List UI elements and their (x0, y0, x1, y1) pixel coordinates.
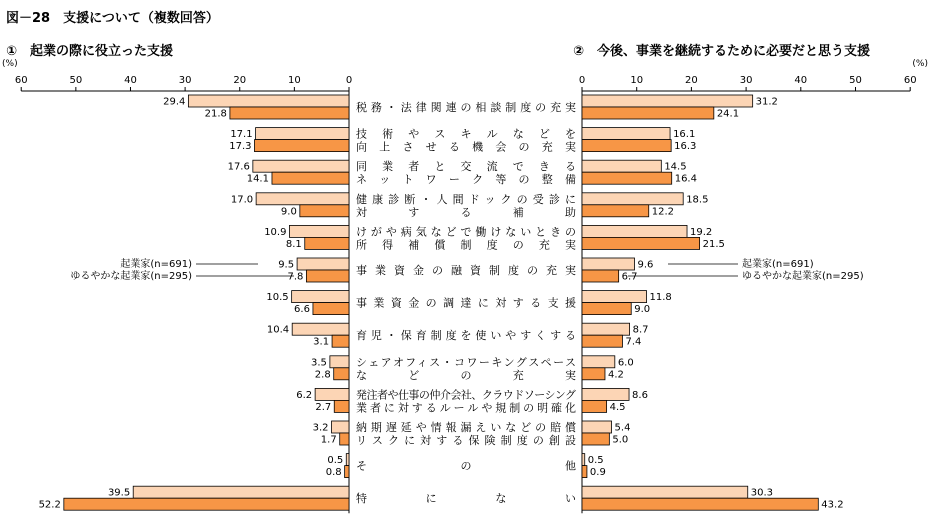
category-label: リスクに対する保険制度の創設 (356, 434, 576, 447)
right-bar (582, 368, 605, 380)
figure-title: 図－28 支援について（複数回答） (6, 11, 219, 26)
category-label: その他 (356, 459, 576, 473)
category-label: 所得補償制度の充実 (356, 238, 576, 252)
right-data-label: 6.7 (621, 271, 638, 283)
right-bar (582, 172, 672, 184)
category-label: シェアオフィス・コワーキングスペース (356, 355, 576, 369)
left-tick-label: 10 (288, 75, 301, 86)
right-data-label: 43.2 (821, 499, 844, 511)
left-data-label: 10.4 (266, 324, 290, 336)
right-bar (582, 433, 609, 445)
left-data-label: 0.8 (325, 467, 342, 479)
left-bar (345, 466, 349, 478)
left-data-label: 7.8 (287, 271, 304, 283)
right-data-label: 31.2 (755, 96, 778, 108)
right-bar (582, 303, 631, 315)
left-data-label: 17.1 (230, 129, 253, 141)
left-bar (297, 258, 349, 270)
right-data-label: 8.6 (632, 389, 648, 401)
right-legend-entry: 起業家(n=691) (742, 259, 814, 270)
right-data-label: 24.1 (716, 108, 740, 120)
left-bar (332, 421, 349, 433)
left-axis-unit: (%) (2, 59, 18, 69)
right-bar (582, 388, 629, 400)
right-bar (582, 421, 612, 433)
category-label: けがや病気などで働けないときの (356, 225, 576, 239)
left-bar (313, 303, 349, 315)
left-data-label: 2.8 (314, 369, 331, 381)
right-data-label: 16.3 (674, 141, 697, 153)
left-data-label: 14.1 (246, 173, 269, 185)
category-label: 健康診断・人間ドックの受診に (356, 192, 576, 206)
left-tick-label: 0 (345, 75, 353, 86)
left-bar (292, 291, 349, 303)
left-legend-entry: ゆるやかな起業家(n=295) (70, 271, 192, 282)
right-bar (582, 193, 683, 205)
left-bar (256, 193, 349, 205)
category-label: 税務・法律関連の相談制度の充実 (356, 101, 576, 114)
left-data-label: 0.5 (327, 455, 344, 467)
left-bar (306, 270, 349, 282)
right-legend-entry: ゆるやかな起業家(n=295) (742, 271, 864, 282)
left-data-label: 2.7 (315, 401, 332, 413)
right-data-label: 11.8 (649, 292, 672, 304)
right-bar (582, 237, 700, 249)
left-data-label: 39.5 (107, 487, 131, 499)
left-bar (292, 323, 349, 335)
left-bar (315, 388, 349, 400)
left-legend-entry: 起業家(n=691) (120, 259, 192, 270)
left-chart-title: ① 起業の際に役立った支援 (6, 44, 174, 59)
right-axis-unit: (%) (912, 59, 928, 69)
right-tick-label: 20 (685, 75, 698, 86)
right-data-label: 0.9 (589, 467, 606, 479)
right-data-label: 16.1 (673, 129, 696, 141)
right-bar (582, 128, 670, 140)
left-data-label: 17.0 (230, 194, 254, 206)
left-data-label: 21.8 (204, 108, 227, 120)
category-label: ネットワーク等の整備 (356, 173, 576, 187)
category-label: などの充実 (356, 368, 576, 382)
left-bar (300, 205, 349, 217)
left-data-label: 6.2 (296, 389, 313, 401)
right-tick-label: 0 (578, 75, 586, 86)
left-bar (334, 368, 349, 380)
left-bar (188, 95, 349, 107)
left-bar (305, 237, 349, 249)
left-bar (346, 454, 349, 466)
right-bar (582, 323, 630, 335)
left-bar (230, 107, 349, 119)
right-data-label: 19.2 (690, 226, 713, 238)
left-data-label: 1.7 (320, 434, 337, 446)
category-label: 特にない (356, 492, 576, 506)
left-data-label: 9.0 (280, 206, 297, 218)
category-label: 技術やスキルなどを (356, 127, 576, 141)
left-bar (133, 486, 349, 498)
right-data-label: 4.5 (609, 401, 626, 413)
right-bar (582, 498, 818, 510)
right-tick-label: 60 (903, 75, 917, 86)
left-bar (272, 172, 349, 184)
right-chart-title: ② 今後、事業を継続するために必要だと思う支援 (573, 44, 871, 59)
right-data-label: 9.6 (637, 259, 654, 271)
left-data-label: 52.2 (38, 499, 61, 511)
left-bar (256, 128, 349, 140)
right-data-label: 5.0 (612, 434, 629, 446)
left-bar (254, 140, 349, 152)
left-tick-label: 30 (178, 75, 192, 86)
right-data-label: 0.5 (587, 455, 604, 467)
left-data-label: 9.5 (278, 259, 295, 271)
right-data-label: 5.4 (614, 422, 631, 434)
left-bar (332, 335, 349, 347)
right-bar (582, 291, 647, 303)
right-data-label: 6.0 (617, 357, 634, 369)
right-tick-label: 40 (794, 75, 808, 86)
right-data-label: 8.7 (632, 324, 649, 336)
right-data-label: 7.4 (625, 336, 642, 348)
category-label: 対する補助 (356, 205, 576, 219)
right-bar (582, 454, 585, 466)
right-bar (582, 107, 714, 119)
left-data-label: 3.2 (312, 422, 329, 434)
left-data-label: 3.1 (313, 336, 330, 348)
right-bar (582, 225, 687, 237)
right-tick-label: 30 (739, 75, 753, 86)
category-label: 向上させる機会の充実 (356, 140, 576, 154)
left-data-label: 17.3 (229, 141, 252, 153)
right-data-label: 21.5 (702, 238, 725, 250)
left-tick-label: 20 (233, 75, 247, 86)
category-label: 発注者や仕事の仲介会社、クラウドソーシング (356, 388, 576, 402)
right-bar (582, 400, 607, 412)
left-bar (289, 225, 349, 237)
right-bar (582, 335, 622, 347)
category-label: 納期遅延や情報漏えいなどの賠償 (356, 421, 576, 434)
right-bar (582, 160, 661, 172)
category-label: 事業資金の調達に対する支援 (356, 296, 576, 310)
left-tick-label: 60 (14, 75, 28, 86)
right-bar (582, 466, 587, 478)
category-label: 同業者と交流できる (356, 160, 576, 174)
category-label: 業者に対するルールや規制の明確化 (356, 401, 576, 415)
left-bar (64, 498, 349, 510)
right-bar (582, 486, 748, 498)
right-data-label: 30.3 (750, 487, 774, 499)
right-bar (582, 356, 615, 368)
left-data-label: 10.9 (264, 226, 287, 238)
right-tick-label: 10 (630, 75, 644, 86)
right-data-label: 9.0 (634, 304, 651, 316)
left-bar (330, 356, 349, 368)
right-data-label: 4.2 (607, 369, 624, 381)
right-tick-label: 50 (849, 75, 862, 86)
left-bar (334, 400, 349, 412)
left-data-label: 29.4 (163, 96, 186, 108)
right-data-label: 14.5 (664, 161, 687, 173)
left-data-label: 17.6 (227, 161, 250, 173)
left-data-label: 6.6 (294, 304, 310, 316)
left-bar (340, 433, 349, 445)
right-data-label: 18.5 (686, 194, 709, 206)
left-data-label: 10.5 (266, 292, 289, 304)
right-bar (582, 95, 753, 107)
right-bar (582, 258, 635, 270)
left-data-label: 3.5 (310, 357, 327, 369)
left-tick-label: 50 (69, 75, 83, 86)
category-label: 育児・保育制度を使いやすくする (356, 329, 576, 343)
right-bar (582, 205, 649, 217)
right-data-label: 16.4 (674, 173, 697, 185)
category-label: 事業資金の融資制度の充実 (356, 264, 576, 277)
right-data-label: 12.2 (651, 206, 674, 218)
right-bar (582, 270, 619, 282)
left-bar (253, 160, 349, 172)
left-tick-label: 40 (124, 75, 137, 86)
right-bar (582, 140, 671, 152)
left-data-label: 8.1 (285, 238, 302, 250)
